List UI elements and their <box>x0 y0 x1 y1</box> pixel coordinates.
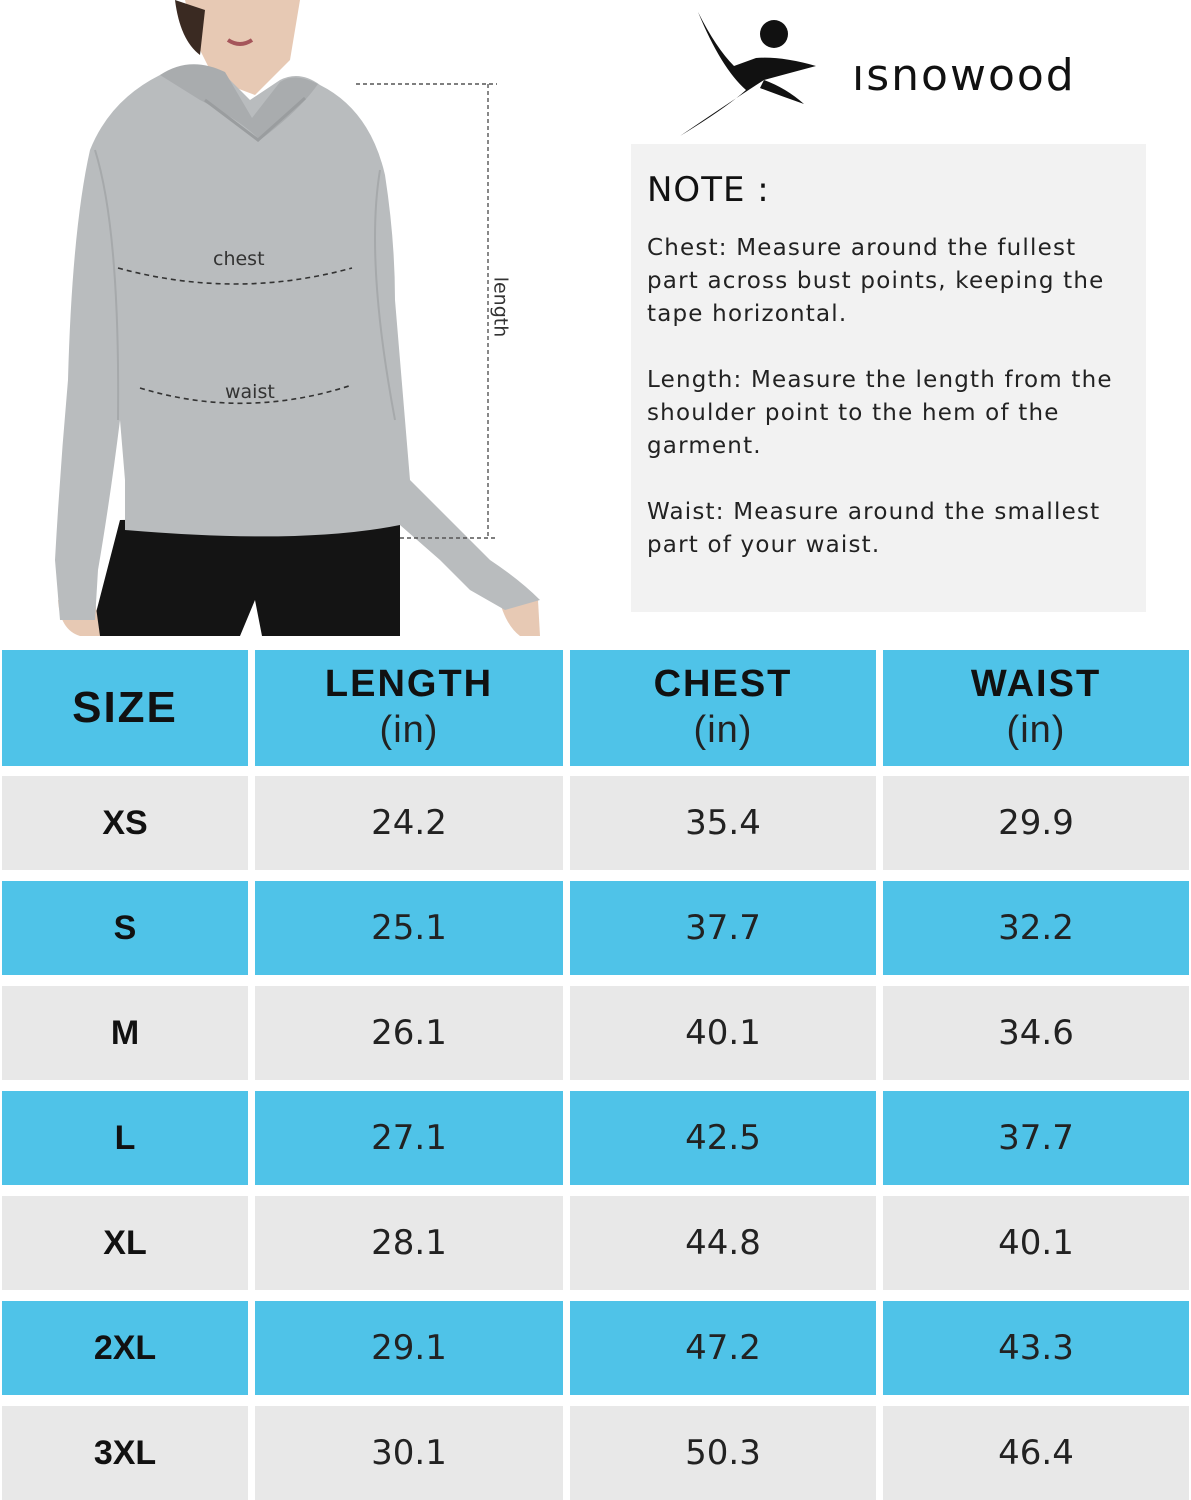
table-row <box>0 986 1191 1080</box>
cell-size <box>2 776 248 870</box>
cell-length <box>255 986 563 1080</box>
cell-chest <box>570 776 876 870</box>
header-size <box>2 650 248 766</box>
header-length-label: LENGTH <box>324 663 494 705</box>
length-value: 25.1 <box>371 908 447 948</box>
length-value: 26.1 <box>371 1013 447 1053</box>
header-length-unit: (in) <box>379 709 439 751</box>
cell-waist <box>883 1406 1189 1500</box>
size-value: 2XL <box>93 1328 157 1367</box>
length-value: 28.1 <box>371 1223 447 1263</box>
cell-chest <box>570 881 876 975</box>
table-row <box>0 881 1191 975</box>
chest-value: 37.7 <box>685 908 761 948</box>
cell-chest <box>570 1301 876 1395</box>
waist-value: 43.3 <box>998 1328 1074 1368</box>
cell-length <box>255 1301 563 1395</box>
table-row <box>0 776 1191 870</box>
brand-wordmark: ısnowood <box>852 50 1076 101</box>
header-waist-unit: (in) <box>1006 709 1066 751</box>
header-length <box>255 650 563 766</box>
waist-label: waist <box>225 381 275 403</box>
cell-chest <box>570 1091 876 1185</box>
size-value: XS <box>102 803 148 842</box>
waist-value: 46.4 <box>998 1433 1074 1473</box>
cell-size <box>2 881 248 975</box>
waist-value: 32.2 <box>998 908 1074 948</box>
header-chest-label: CHEST <box>653 663 793 705</box>
length-value: 24.2 <box>371 803 447 843</box>
cell-size <box>2 1091 248 1185</box>
model-figure-drawing <box>0 0 560 636</box>
cell-size <box>2 1406 248 1500</box>
chest-value: 47.2 <box>685 1328 761 1368</box>
chest-value: 40.1 <box>685 1013 761 1053</box>
cell-length <box>255 776 563 870</box>
table-row <box>0 1091 1191 1185</box>
chest-value: 42.5 <box>685 1118 761 1158</box>
size-value: L <box>114 1118 136 1157</box>
waist-value: 37.7 <box>998 1118 1074 1158</box>
header-waist <box>883 650 1189 766</box>
cell-length <box>255 1196 563 1290</box>
chest-value: 35.4 <box>685 803 761 843</box>
header-waist-label: WAIST <box>970 663 1102 705</box>
cell-size <box>2 1301 248 1395</box>
chest-label: chest <box>213 248 265 270</box>
chest-value: 44.8 <box>685 1223 761 1263</box>
size-value: S <box>113 908 137 947</box>
length-label: length <box>489 276 512 338</box>
table-header-row <box>0 650 1191 766</box>
cell-waist <box>883 1091 1189 1185</box>
size-value: XL <box>103 1223 147 1262</box>
note-length: Length: Measure the length from the shoulder point to the hem of the garment. <box>647 367 1113 459</box>
table-row <box>0 1406 1191 1500</box>
measurement-note-box <box>631 144 1146 612</box>
cell-size <box>2 986 248 1080</box>
waist-value: 40.1 <box>998 1223 1074 1263</box>
size-value: M <box>110 1013 140 1052</box>
cell-length <box>255 881 563 975</box>
waist-value: 34.6 <box>998 1013 1074 1053</box>
header-chest <box>570 650 876 766</box>
header-size-label: SIZE <box>72 683 178 732</box>
note-title: NOTE : <box>647 170 770 210</box>
length-value: 29.1 <box>371 1328 447 1368</box>
cell-waist <box>883 1196 1189 1290</box>
waist-value: 29.9 <box>998 803 1074 843</box>
note-chest: Chest: Measure around the fullest part across bust points, keeping the tape horizontal. <box>647 235 1105 327</box>
table-row <box>0 1301 1191 1395</box>
cell-chest <box>570 1406 876 1500</box>
size-value: 3XL <box>93 1433 157 1472</box>
runner-logo-icon <box>676 8 846 138</box>
cell-waist <box>883 1301 1189 1395</box>
cell-chest <box>570 986 876 1080</box>
cell-length <box>255 1091 563 1185</box>
cell-waist <box>883 881 1189 975</box>
garment-illustration <box>0 0 560 636</box>
length-value: 30.1 <box>371 1433 447 1473</box>
brand-logo <box>676 8 1116 138</box>
table-row <box>0 1196 1191 1290</box>
cell-size <box>2 1196 248 1290</box>
length-value: 27.1 <box>371 1118 447 1158</box>
cell-length <box>255 1406 563 1500</box>
cell-waist <box>883 776 1189 870</box>
header-chest-unit: (in) <box>693 709 753 751</box>
cell-chest <box>570 1196 876 1290</box>
chest-value: 50.3 <box>685 1433 761 1473</box>
note-waist: Waist: Measure around the smallest part of your waist. <box>647 499 1101 558</box>
cell-waist <box>883 986 1189 1080</box>
